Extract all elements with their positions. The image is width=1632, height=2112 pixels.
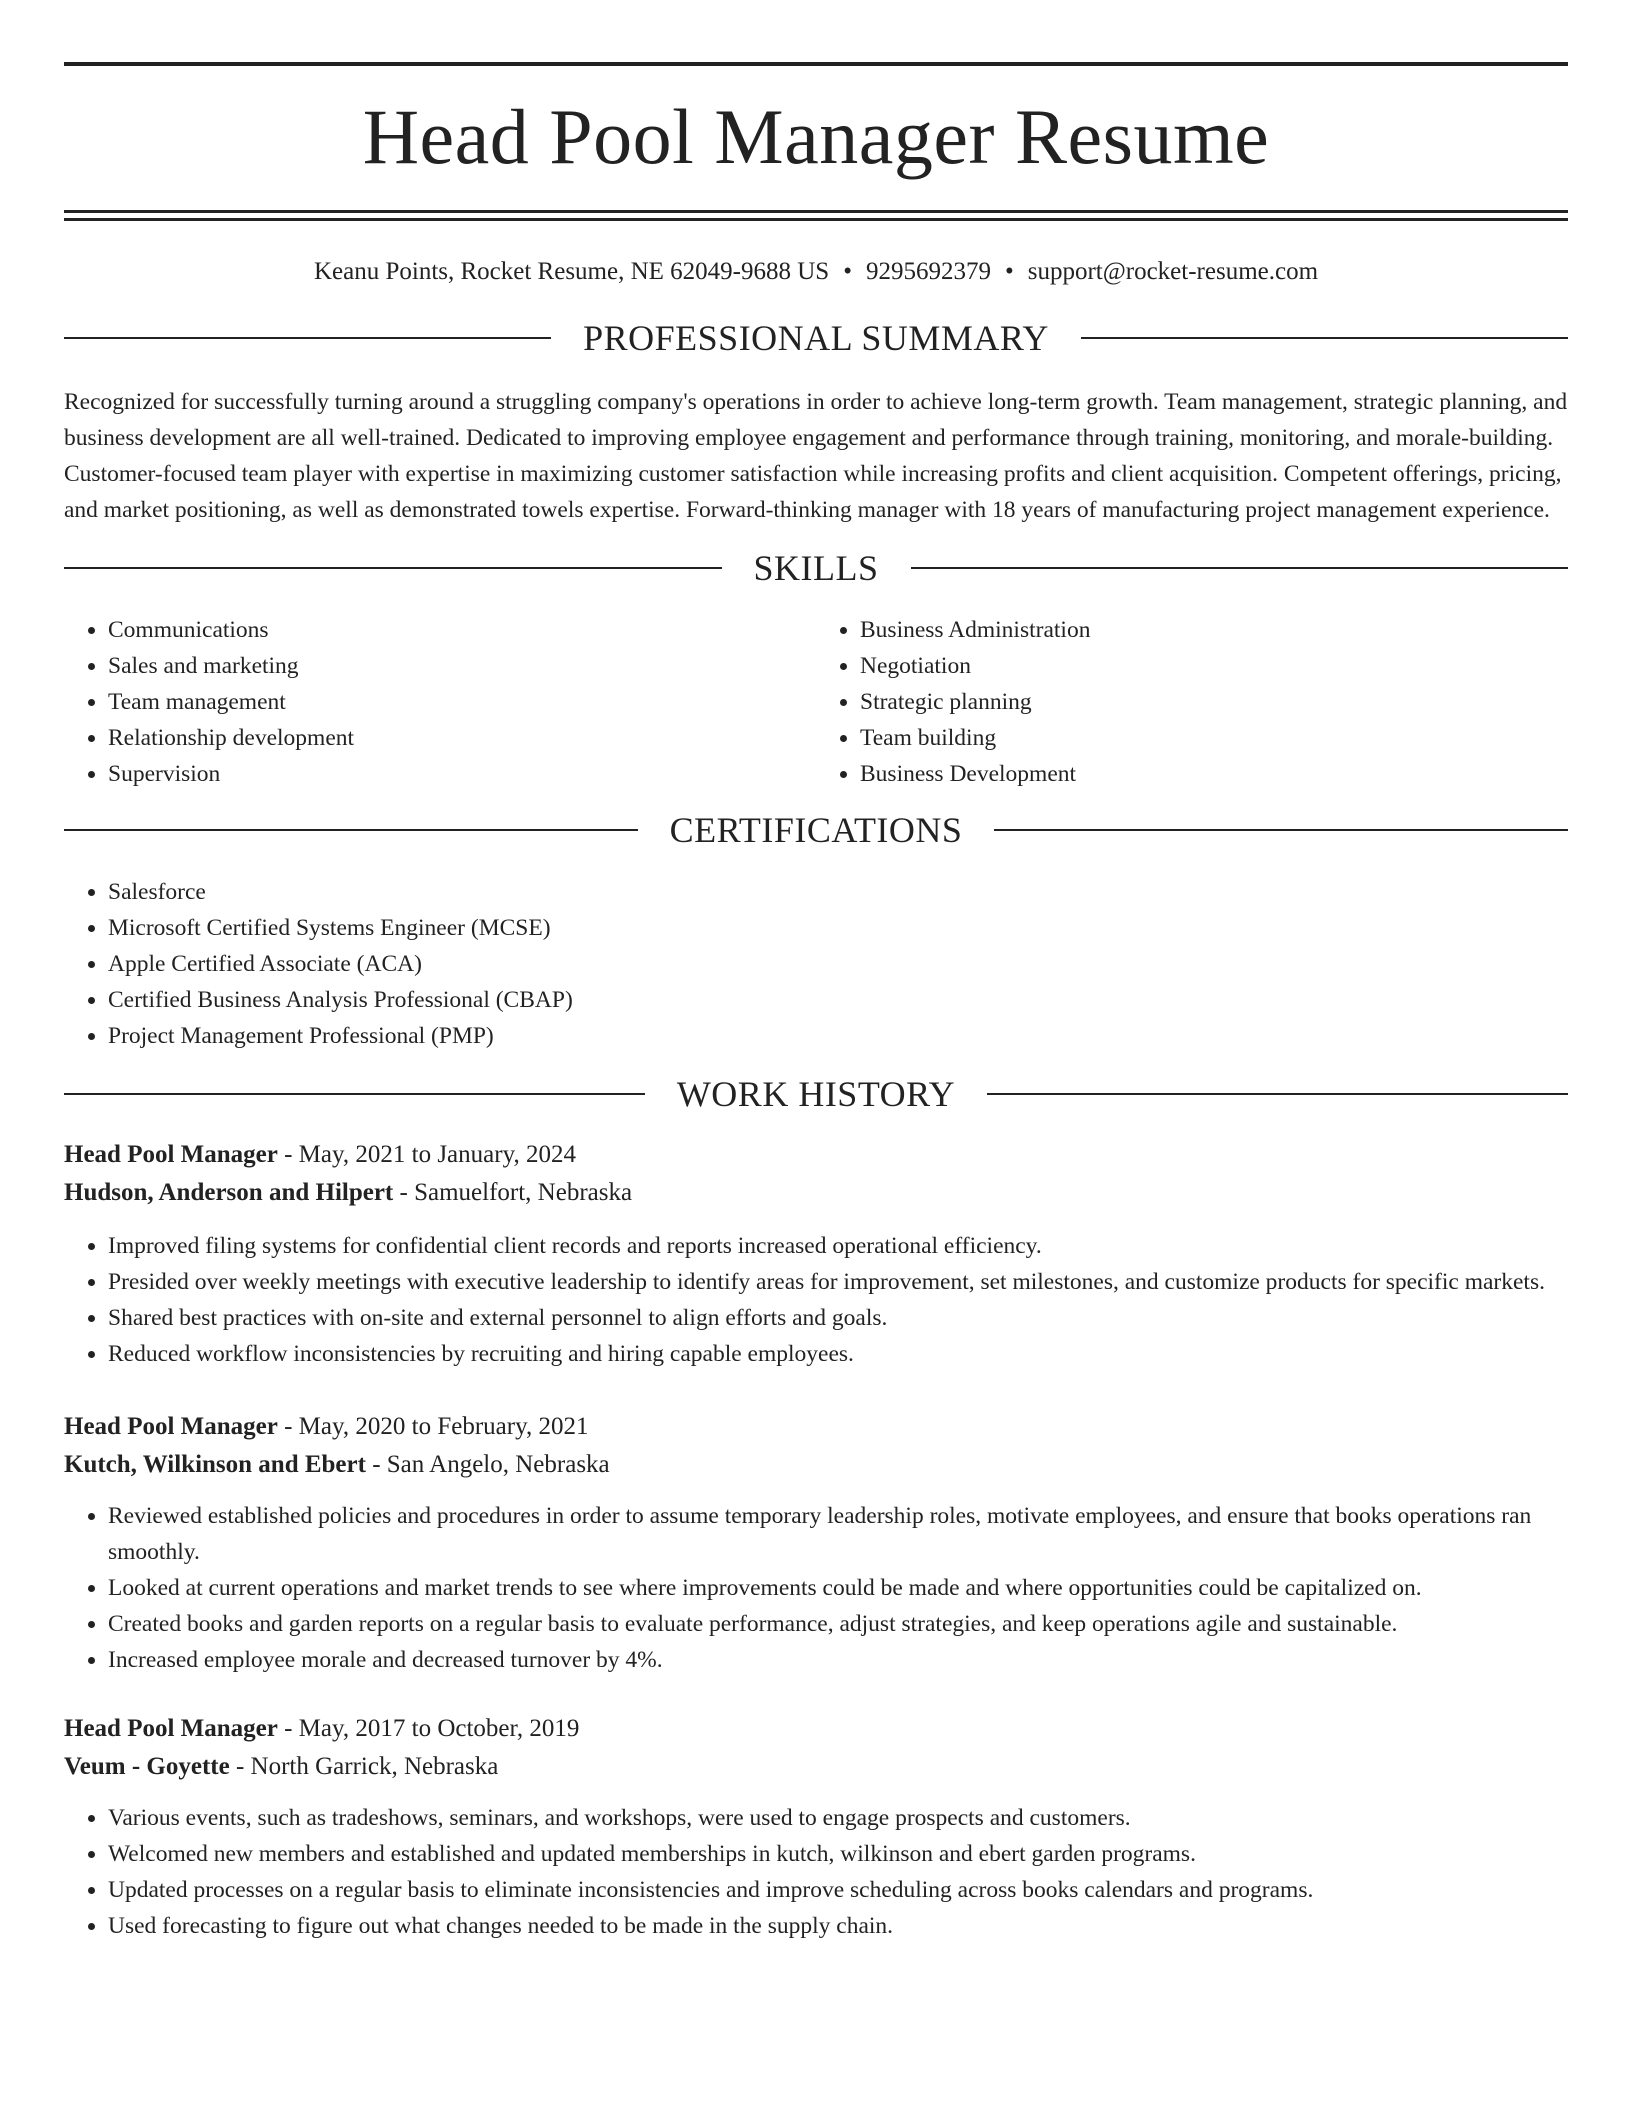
certifications-heading-label: CERTIFICATIONS — [669, 810, 963, 850]
top-rule — [64, 62, 1568, 66]
summary-heading — [64, 320, 1568, 356]
skill-item: • Team building — [860, 720, 1568, 756]
job-entry — [64, 1136, 1568, 1372]
job-company-line — [64, 1446, 1568, 1484]
job-title: Head Pool Manager — [64, 1413, 278, 1440]
contact-phone: 9295692379 — [865, 258, 991, 285]
skill-item: • Supervision — [108, 756, 816, 792]
skills-list — [64, 612, 1568, 792]
job-bullet: • Shared best practices with on-site and external personnel to align efforts and goals. — [108, 1300, 1568, 1336]
work-history-heading-label: WORK HISTORY — [676, 1074, 956, 1114]
job-bullet: • Created books and garden reports on a regular basis to evaluate performance, adjust strategies, and keep operations agile and sustainable. — [108, 1606, 1568, 1642]
skills-column-right — [816, 612, 1568, 792]
skills-heading-label: SKILLS — [753, 548, 879, 588]
skill-item: • Negotiation — [860, 648, 1568, 684]
job-bullets — [64, 1498, 1568, 1678]
job-title-line — [64, 1408, 1568, 1446]
heading-rule — [911, 567, 1569, 569]
job-bullet: • Presided over weekly meetings with executive leadership to identify areas for improvement, set milestones, and customize products for specific markets. — [108, 1264, 1568, 1300]
job-company: Hudson, Anderson and Hilpert — [64, 1179, 394, 1206]
job-bullet: • Increased employee morale and decreased turnover by 4%. — [108, 1642, 1568, 1678]
job-title: Head Pool Manager — [64, 1715, 278, 1742]
contact-separator: • — [843, 258, 852, 285]
contact-separator: • — [1004, 258, 1014, 285]
job-bullet: • Updated processes on a regular basis to eliminate inconsistencies and improve scheduling across books calendars and programs. — [108, 1872, 1568, 1908]
summary-heading-label: PROFESSIONAL SUMMARY — [583, 318, 1049, 358]
certification-item: • Apple Certified Associate (ACA) — [108, 946, 1568, 982]
job-company: Veum - Goyette — [64, 1753, 230, 1780]
heading-rule — [64, 337, 551, 339]
job-title-line — [64, 1136, 1568, 1174]
job-dates: - May, 2021 to January, 2024 — [277, 1141, 576, 1168]
skill-item: • Strategic planning — [860, 684, 1568, 720]
heading-rule — [1081, 337, 1568, 339]
job-bullets — [64, 1800, 1568, 1944]
work-history-heading — [64, 1076, 1568, 1112]
job-dates: - May, 2020 to February, 2021 — [277, 1413, 589, 1440]
job-bullet: • Reviewed established policies and procedures in order to assume temporary leadership roles, motivate employees, and ensure that books operations ran smoothly. — [108, 1498, 1568, 1570]
job-bullet: • Improved filing systems for confidential client records and reports increased operational efficiency. — [108, 1228, 1568, 1264]
heading-rule — [987, 1093, 1568, 1095]
certification-item: • Microsoft Certified Systems Engineer (MCSE) — [108, 910, 1568, 946]
job-entry — [64, 1408, 1568, 1678]
page-title: Head Pool Manager Resume — [362, 93, 1270, 180]
job-bullet: • Reduced workflow inconsistencies by recruiting and hiring capable employees. — [108, 1336, 1568, 1372]
job-location: - San Angelo, Nebraska — [365, 1451, 610, 1478]
certification-item: • Project Management Professional (PMP) — [108, 1018, 1568, 1054]
job-location: - Samuelfort, Nebraska — [393, 1179, 633, 1206]
job-bullet: • Welcomed new members and established and updated memberships in kutch, wilkinson and ebert garden programs. — [108, 1836, 1568, 1872]
job-location: - North Garrick, Nebraska — [229, 1753, 499, 1780]
skill-item: • Relationship development — [108, 720, 816, 756]
certification-item: • Certified Business Analysis Professional (CBAP) — [108, 982, 1568, 1018]
contact-email: support@rocket-resume.com — [1027, 258, 1319, 285]
heading-rule — [994, 829, 1568, 831]
skills-heading — [64, 550, 1568, 586]
job-bullet: • Various events, such as tradeshows, seminars, and workshops, were used to engage prospects and customers. — [108, 1800, 1568, 1836]
summary-text: Recognized for successfully turning around a struggling company's operations in order to achieve long-term growth. Team management, strategic planning, and business development are all well-trained. Dedicated to improving employee engagement and performance through training, monitoring, and morale-building. Customer-focused team player with expertise in maximizing customer satisfaction while increasing profits and client acquisition. Competent offerings, pricing, and market positioning, as well as demonstrated towels expertise. Forward-thinking manager with 18 years of manufacturing project management experience. — [64, 389, 1568, 523]
certification-item: • Salesforce — [108, 874, 1568, 910]
heading-rule — [64, 829, 638, 831]
title-double-rule — [64, 210, 1568, 221]
job-bullet: • Looked at current operations and market trends to see where improvements could be made and where opportunities could be capitalized on. — [108, 1570, 1568, 1606]
job-company: Kutch, Wilkinson and Ebert — [64, 1451, 366, 1478]
skill-item: • Team management — [108, 684, 816, 720]
certifications-list — [64, 874, 1568, 1054]
job-title-line — [64, 1710, 1568, 1748]
skill-item: • Business Administration — [860, 612, 1568, 648]
skill-item: • Business Development — [860, 756, 1568, 792]
job-title: Head Pool Manager — [64, 1141, 278, 1168]
job-bullet: • Used forecasting to figure out what changes needed to be made in the supply chain. — [108, 1908, 1568, 1944]
certifications-heading — [64, 812, 1568, 848]
job-company-line — [64, 1174, 1568, 1212]
skill-item: • Communications — [108, 612, 816, 648]
skills-column-left — [64, 612, 816, 792]
heading-rule — [64, 567, 722, 569]
contact-address: Keanu Points, Rocket Resume, NE 62049-9688 US — [313, 258, 830, 285]
job-dates: - May, 2017 to October, 2019 — [277, 1715, 580, 1742]
heading-rule — [64, 1093, 645, 1095]
job-entry — [64, 1710, 1568, 1944]
job-company-line — [64, 1748, 1568, 1786]
contact-line — [64, 259, 1568, 284]
job-bullets — [64, 1228, 1568, 1372]
skill-item: • Sales and marketing — [108, 648, 816, 684]
